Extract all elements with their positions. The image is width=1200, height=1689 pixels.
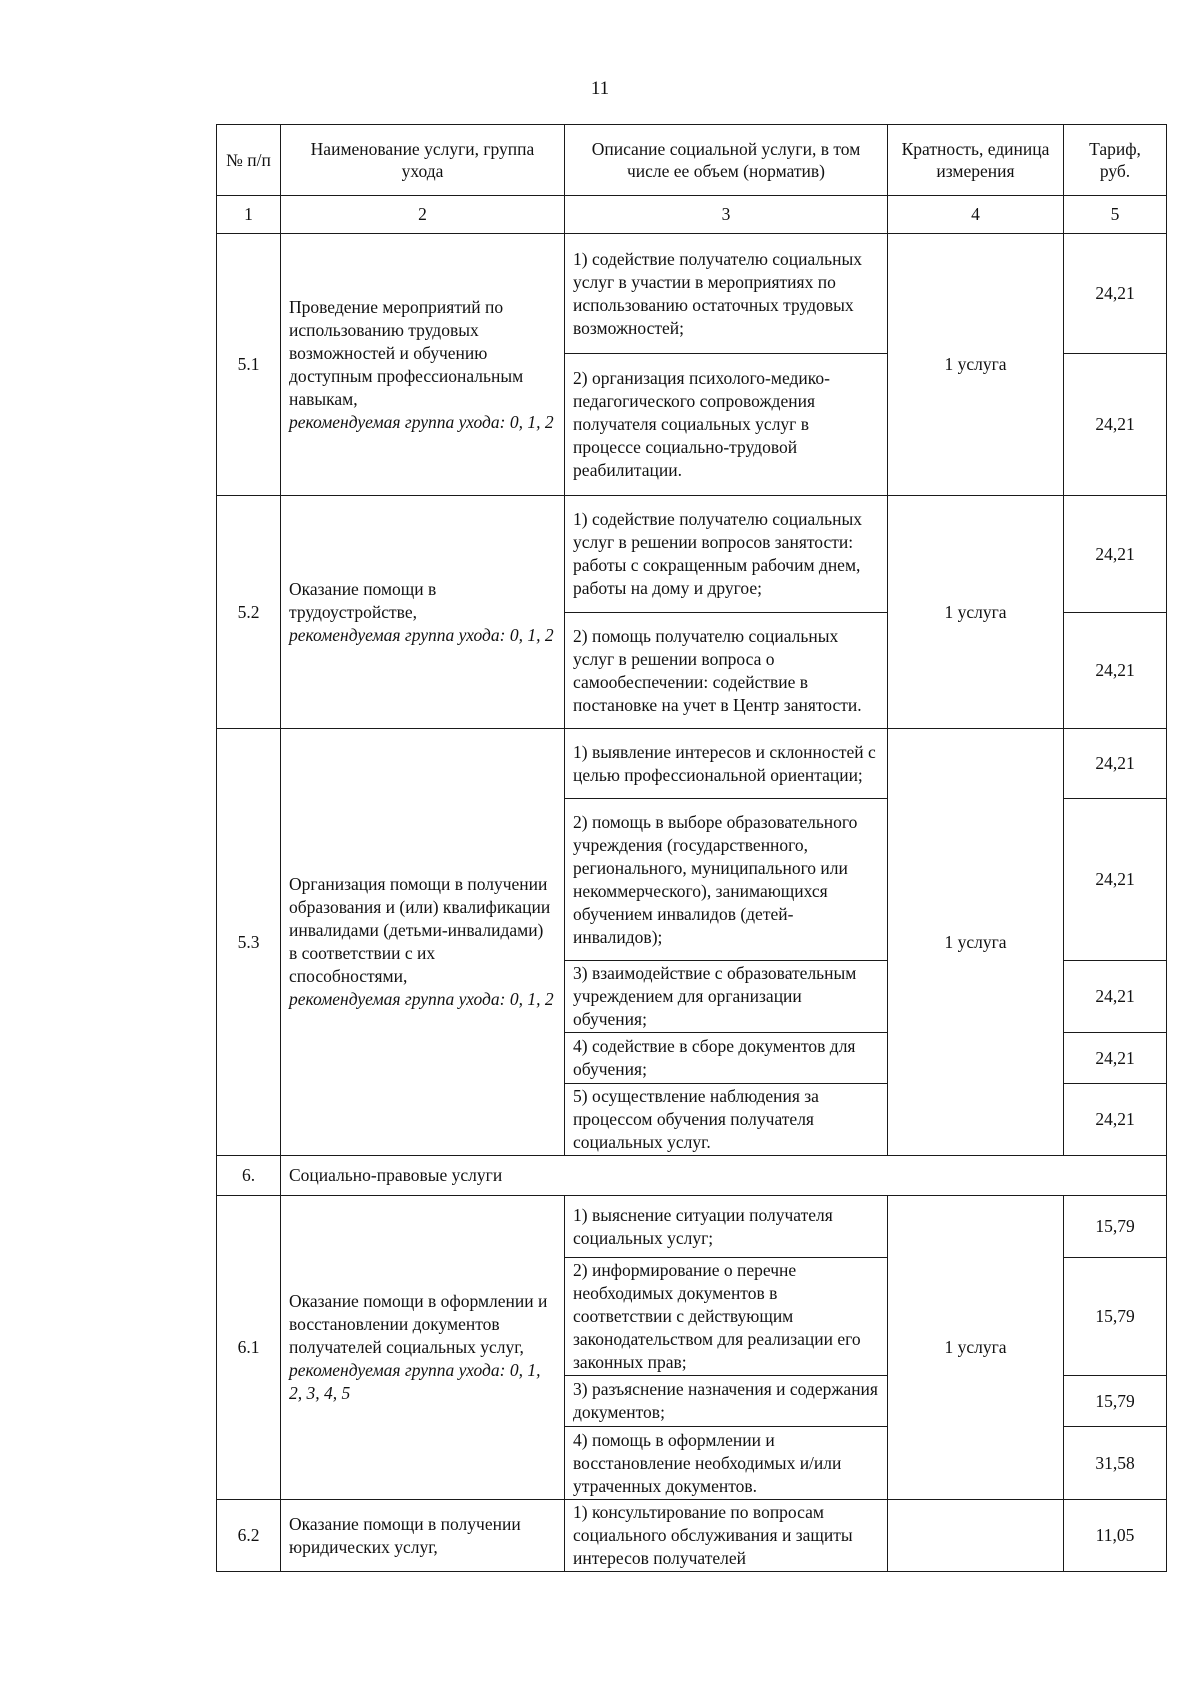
section-number: 6. — [217, 1156, 281, 1196]
section-title: Социально-правовые услуги — [281, 1156, 1167, 1196]
service-description: 4) содействие в сборе документов для обучения; — [565, 1033, 888, 1084]
service-description: 5) осуществление наблюдения за процессом обучения получателя социальных услуг. — [565, 1084, 888, 1156]
service-description: 2) помощь получателю социальных услуг в решении вопроса о самообеспечении: содействие в постановке на учет в Центр занятости. — [565, 613, 888, 729]
service-tariff: 24,21 — [1064, 729, 1167, 799]
service-name: Оказание помощи в получении юридических услуг, — [289, 1513, 521, 1557]
service-name-cell — [281, 234, 565, 496]
service-tariff: 31,58 — [1064, 1427, 1167, 1500]
service-description: 3) разъяснение назначения и содержания документов; — [565, 1376, 888, 1427]
service-number: 6.2 — [217, 1500, 281, 1572]
service-tariff: 24,21 — [1064, 1033, 1167, 1084]
col-index: 2 — [281, 196, 565, 234]
services-table — [216, 124, 1167, 1572]
column-index-row — [217, 196, 1167, 234]
service-name-cell — [281, 1196, 565, 1500]
service-unit: 1 услуга — [888, 1196, 1064, 1500]
service-unit — [888, 1500, 1064, 1572]
service-tariff: 24,21 — [1064, 234, 1167, 354]
header-name: Наименование услуги, группа ухода — [281, 125, 565, 196]
header-num: № п/п — [217, 125, 281, 196]
service-name-cell — [281, 496, 565, 729]
service-tariff: 15,79 — [1064, 1258, 1167, 1376]
service-description: 2) информирование о перечне необходимых документов в соответствии с действующим законодательством для реализации его законных прав; — [565, 1258, 888, 1376]
table-header-row — [217, 125, 1167, 196]
service-description: 1) выявление интересов и склонностей с целью профессиональной ориентации; — [565, 729, 888, 799]
service-unit: 1 услуга — [888, 234, 1064, 496]
service-tariff: 24,21 — [1064, 613, 1167, 729]
service-unit: 1 услуга — [888, 729, 1064, 1156]
header-tariff: Тариф, руб. — [1064, 125, 1167, 196]
service-description: 3) взаимодействие с образовательным учреждением для организации обучения; — [565, 961, 888, 1033]
table-row — [217, 496, 1167, 613]
service-care-group: рекомендуемая группа ухода: 0, 1, 2, 3, 4, 5 — [289, 1360, 541, 1403]
header-desc: Описание социальной услуги, в том числе ее объем (норматив) — [565, 125, 888, 196]
service-name-cell — [281, 729, 565, 1156]
service-description: 1) содействие получателю социальных услуг в участии в мероприятиях по использованию остаточных трудовых возможностей; — [565, 234, 888, 354]
service-care-group: рекомендуемая группа ухода: 0, 1, 2 — [289, 411, 554, 432]
service-tariff: 24,21 — [1064, 799, 1167, 961]
service-name: Оказание помощи в оформлении и восстановлении документов получателей социальных услуг, — [289, 1291, 548, 1357]
table-row — [217, 729, 1167, 799]
header-unit: Кратность, единица измерения — [888, 125, 1064, 196]
service-number: 5.3 — [217, 729, 281, 1156]
section-row — [217, 1156, 1167, 1196]
service-description: 2) организация психолого-медико-педагогического сопровождения получателя социальных услуг в процессе социально-трудовой реабилитации. — [565, 354, 888, 496]
col-index: 1 — [217, 196, 281, 234]
service-name: Проведение мероприятий по использованию трудовых возможностей и обучению доступным профессиональным навыкам, — [289, 296, 524, 409]
service-tariff: 24,21 — [1064, 354, 1167, 496]
page-number: 11 — [590, 78, 610, 99]
table-row — [217, 1500, 1167, 1572]
service-name-cell — [281, 1500, 565, 1572]
service-tariff: 24,21 — [1064, 961, 1167, 1033]
service-description: 1) консультирование по вопросам социального обслуживания и защиты интересов получателей — [565, 1500, 888, 1572]
service-description: 1) содействие получателю социальных услуг в решении вопросов занятости: работы с сокращенным рабочим днем, работы на дому и другое; — [565, 496, 888, 613]
service-care-group: рекомендуемая группа ухода: 0, 1, 2 — [289, 989, 554, 1009]
col-index: 4 — [888, 196, 1064, 234]
service-name: Оказание помощи в трудоустройстве, — [289, 578, 437, 622]
service-tariff: 11,05 — [1064, 1500, 1167, 1572]
service-tariff: 24,21 — [1064, 496, 1167, 613]
service-name: Организация помощи в получении образования и (или) квалификации инвалидами (детьми-инвалидами) в соответствии с их способностями, — [289, 874, 551, 986]
service-number: 5.1 — [217, 234, 281, 496]
service-description: 2) помощь в выборе образовательного учреждения (государственного, регионального, муниципального или некоммерческого), занимающихся обучением инвалидов (детей-инвалидов); — [565, 799, 888, 961]
service-tariff: 24,21 — [1064, 1084, 1167, 1156]
table-row — [217, 1196, 1167, 1258]
service-unit: 1 услуга — [888, 496, 1064, 729]
service-description: 1) выяснение ситуации получателя социальных услуг; — [565, 1196, 888, 1258]
service-description: 4) помощь в оформлении и восстановление необходимых и/или утраченных документов. — [565, 1427, 888, 1500]
table-row — [217, 234, 1167, 354]
service-care-group: рекомендуемая группа ухода: 0, 1, 2 — [289, 624, 554, 645]
col-index: 5 — [1064, 196, 1167, 234]
service-tariff: 15,79 — [1064, 1196, 1167, 1258]
service-tariff: 15,79 — [1064, 1376, 1167, 1427]
service-number: 5.2 — [217, 496, 281, 729]
service-number: 6.1 — [217, 1196, 281, 1500]
col-index: 3 — [565, 196, 888, 234]
